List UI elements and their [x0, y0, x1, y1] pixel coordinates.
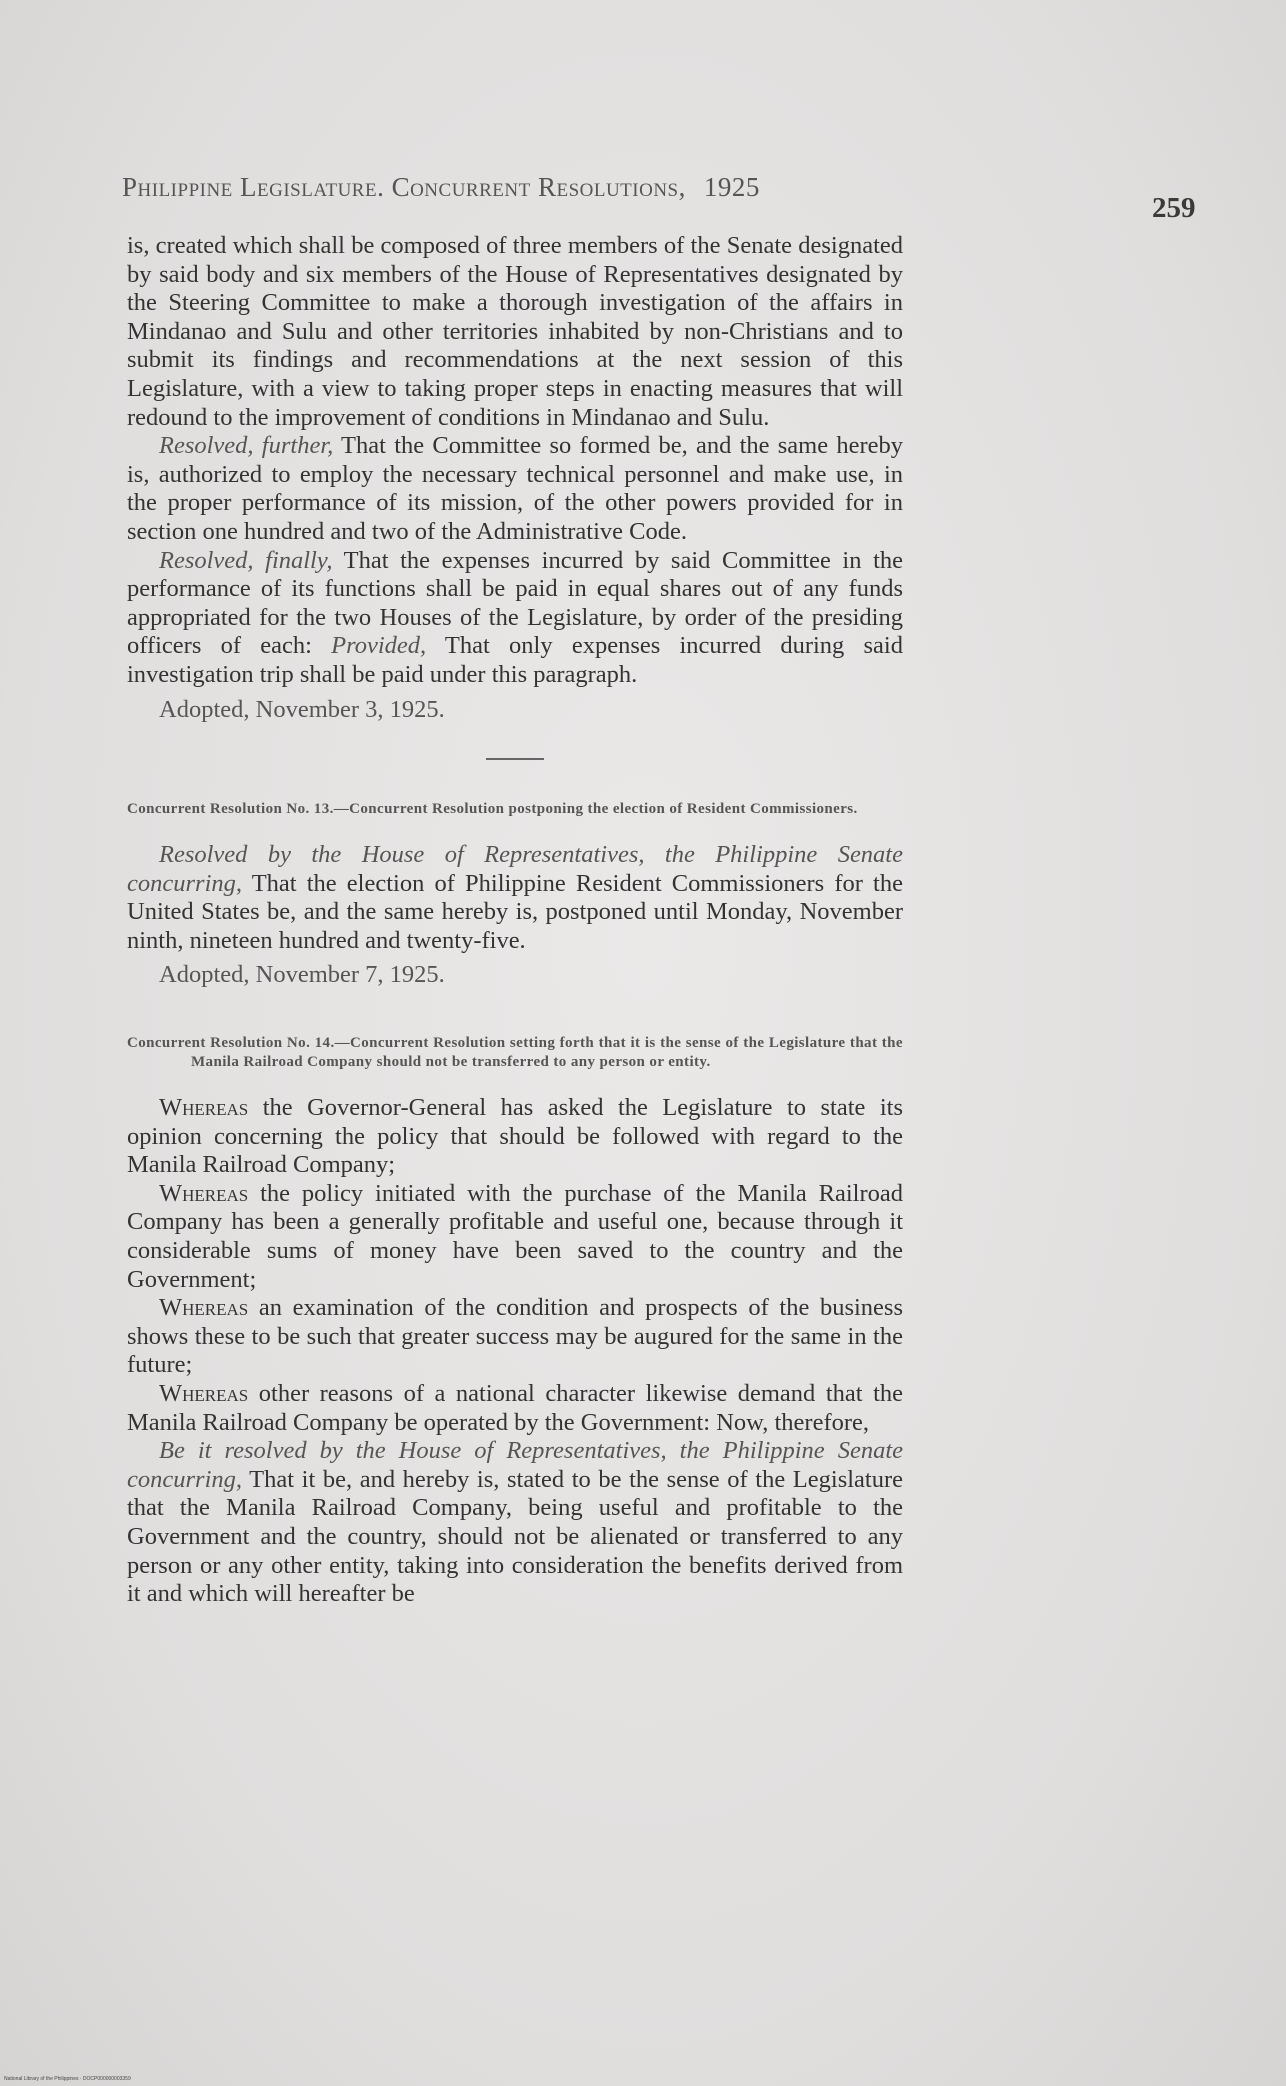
resolution-14-resolved: [127, 1437, 903, 1609]
resolved-further-paragraph: [127, 432, 903, 546]
resolution-13-heading: Concurrent Resolution No. 13.—Concurrent Resolution postponing the election of Resident Commissioners.: [127, 801, 858, 818]
whereas-paragraph-2: [127, 1180, 903, 1294]
page-number: 259: [1152, 192, 1196, 224]
adopted-date: Adopted, November 3, 1925.: [159, 695, 445, 723]
whereas-text-1: the Governor-General has asked the Legislature to state its opinion concerning the policy that should be followed with regard to the Manila Railroad Company;: [127, 1094, 903, 1179]
whereas-word: Whereas: [159, 1294, 249, 1322]
header-year: 1925: [703, 172, 760, 202]
whereas-paragraph-3: [127, 1294, 903, 1380]
resolution-14-lead: Be it resolved by the House of Representatives, the Philippine Senate concurring,: [127, 1437, 903, 1493]
running-title: Philippine Legislature. Concurrent Resolutions,: [122, 172, 686, 202]
resolved-finally-text-b: That only expenses incurred during said investigation trip shall be paid under this paragraph.: [127, 632, 903, 688]
whereas-text-3: an examination of the condition and prospects of the business shows these to be such that greater success may be augured for the same in the future;: [127, 1294, 903, 1379]
resolved-finally-lead: Resolved, finally,: [159, 546, 333, 574]
resolved-finally-text-a: That the expenses incurred by said Committee in the performance of its functions shall be paid in equal shares out of any funds appropriated for the two Houses of the Legislature, by order of the presiding officers of each:: [127, 546, 903, 660]
provided-word: Provided,: [331, 632, 427, 660]
whereas-word: Whereas: [159, 1179, 249, 1207]
spacer: [127, 990, 903, 1034]
continuation-paragraph: is, created which shall be composed of three members of the Senate designated by said body and six members of the House of Representatives designated by the Steering Committee to make a thorough investigation of the affairs in Mindanao and Sulu and other territories inhabited by non-Christians and to submit its findings and recommendations at the next session of this Legislature, with a view to taking proper steps in enacting measures that will redound to the improvement of conditions in Mindanao and Sulu.: [127, 232, 903, 431]
resolution-13-lead: Resolved by the House of Representatives, the Philippine Senate concurring,: [127, 841, 903, 897]
resolved-further-text: That the Committee so formed be, and the same hereby is, authorized to employ the necessary technical personnel and make use, in the proper performance of its mission, of the other powers provided for in section one hundred and two of the Administrative Code.: [127, 432, 903, 545]
resolved-further-lead: Resolved, further,: [159, 432, 334, 460]
text-column: [127, 232, 903, 1609]
resolution-13-body: [127, 841, 903, 955]
whereas-text-2: the policy initiated with the purchase of the Manila Railroad Company has been a generally profitable and useful one, because through it considerable sums of money have been saved to the country and the Government;: [127, 1179, 903, 1293]
running-header: [122, 172, 934, 203]
scan-credit: National Library of the Philippines · DOCP000000003359: [4, 2076, 131, 2082]
section-divider: [486, 758, 544, 760]
resolved-finally-paragraph: [127, 547, 903, 690]
whereas-word: Whereas: [159, 1094, 249, 1122]
resolution-14-heading: Concurrent Resolution No. 14.—Concurrent Resolution setting forth that it is the sense of the Legislature that the Manila Railroad Company should not be transferred to any person or entity.: [127, 1035, 903, 1071]
resolution-13-adopted: Adopted, November 7, 1925.: [159, 961, 445, 989]
whereas-paragraph-4: [127, 1380, 903, 1437]
whereas-word: Whereas: [159, 1380, 249, 1407]
whereas-text-4: other reasons of a national character likewise demand that the Manila Railroad Company be operated by the Government: Now, therefore,: [127, 1380, 903, 1436]
whereas-paragraph-1: [127, 1094, 903, 1180]
resolution-14-text: That it be, and hereby is, stated to be the sense of the Legislature that the Manila Railroad Company, being useful and profitable to the Government and the country, should not be alienated or transferred to any person or any other entity, taking into consideration the benefits derived from it and which will hereafter be: [127, 1465, 903, 1608]
resolution-13-text: That the election of Philippine Resident Commissioners for the United States be, and the same hereby is, postponed until Monday, November ninth, nineteen hundred and twenty-five.: [127, 869, 903, 954]
